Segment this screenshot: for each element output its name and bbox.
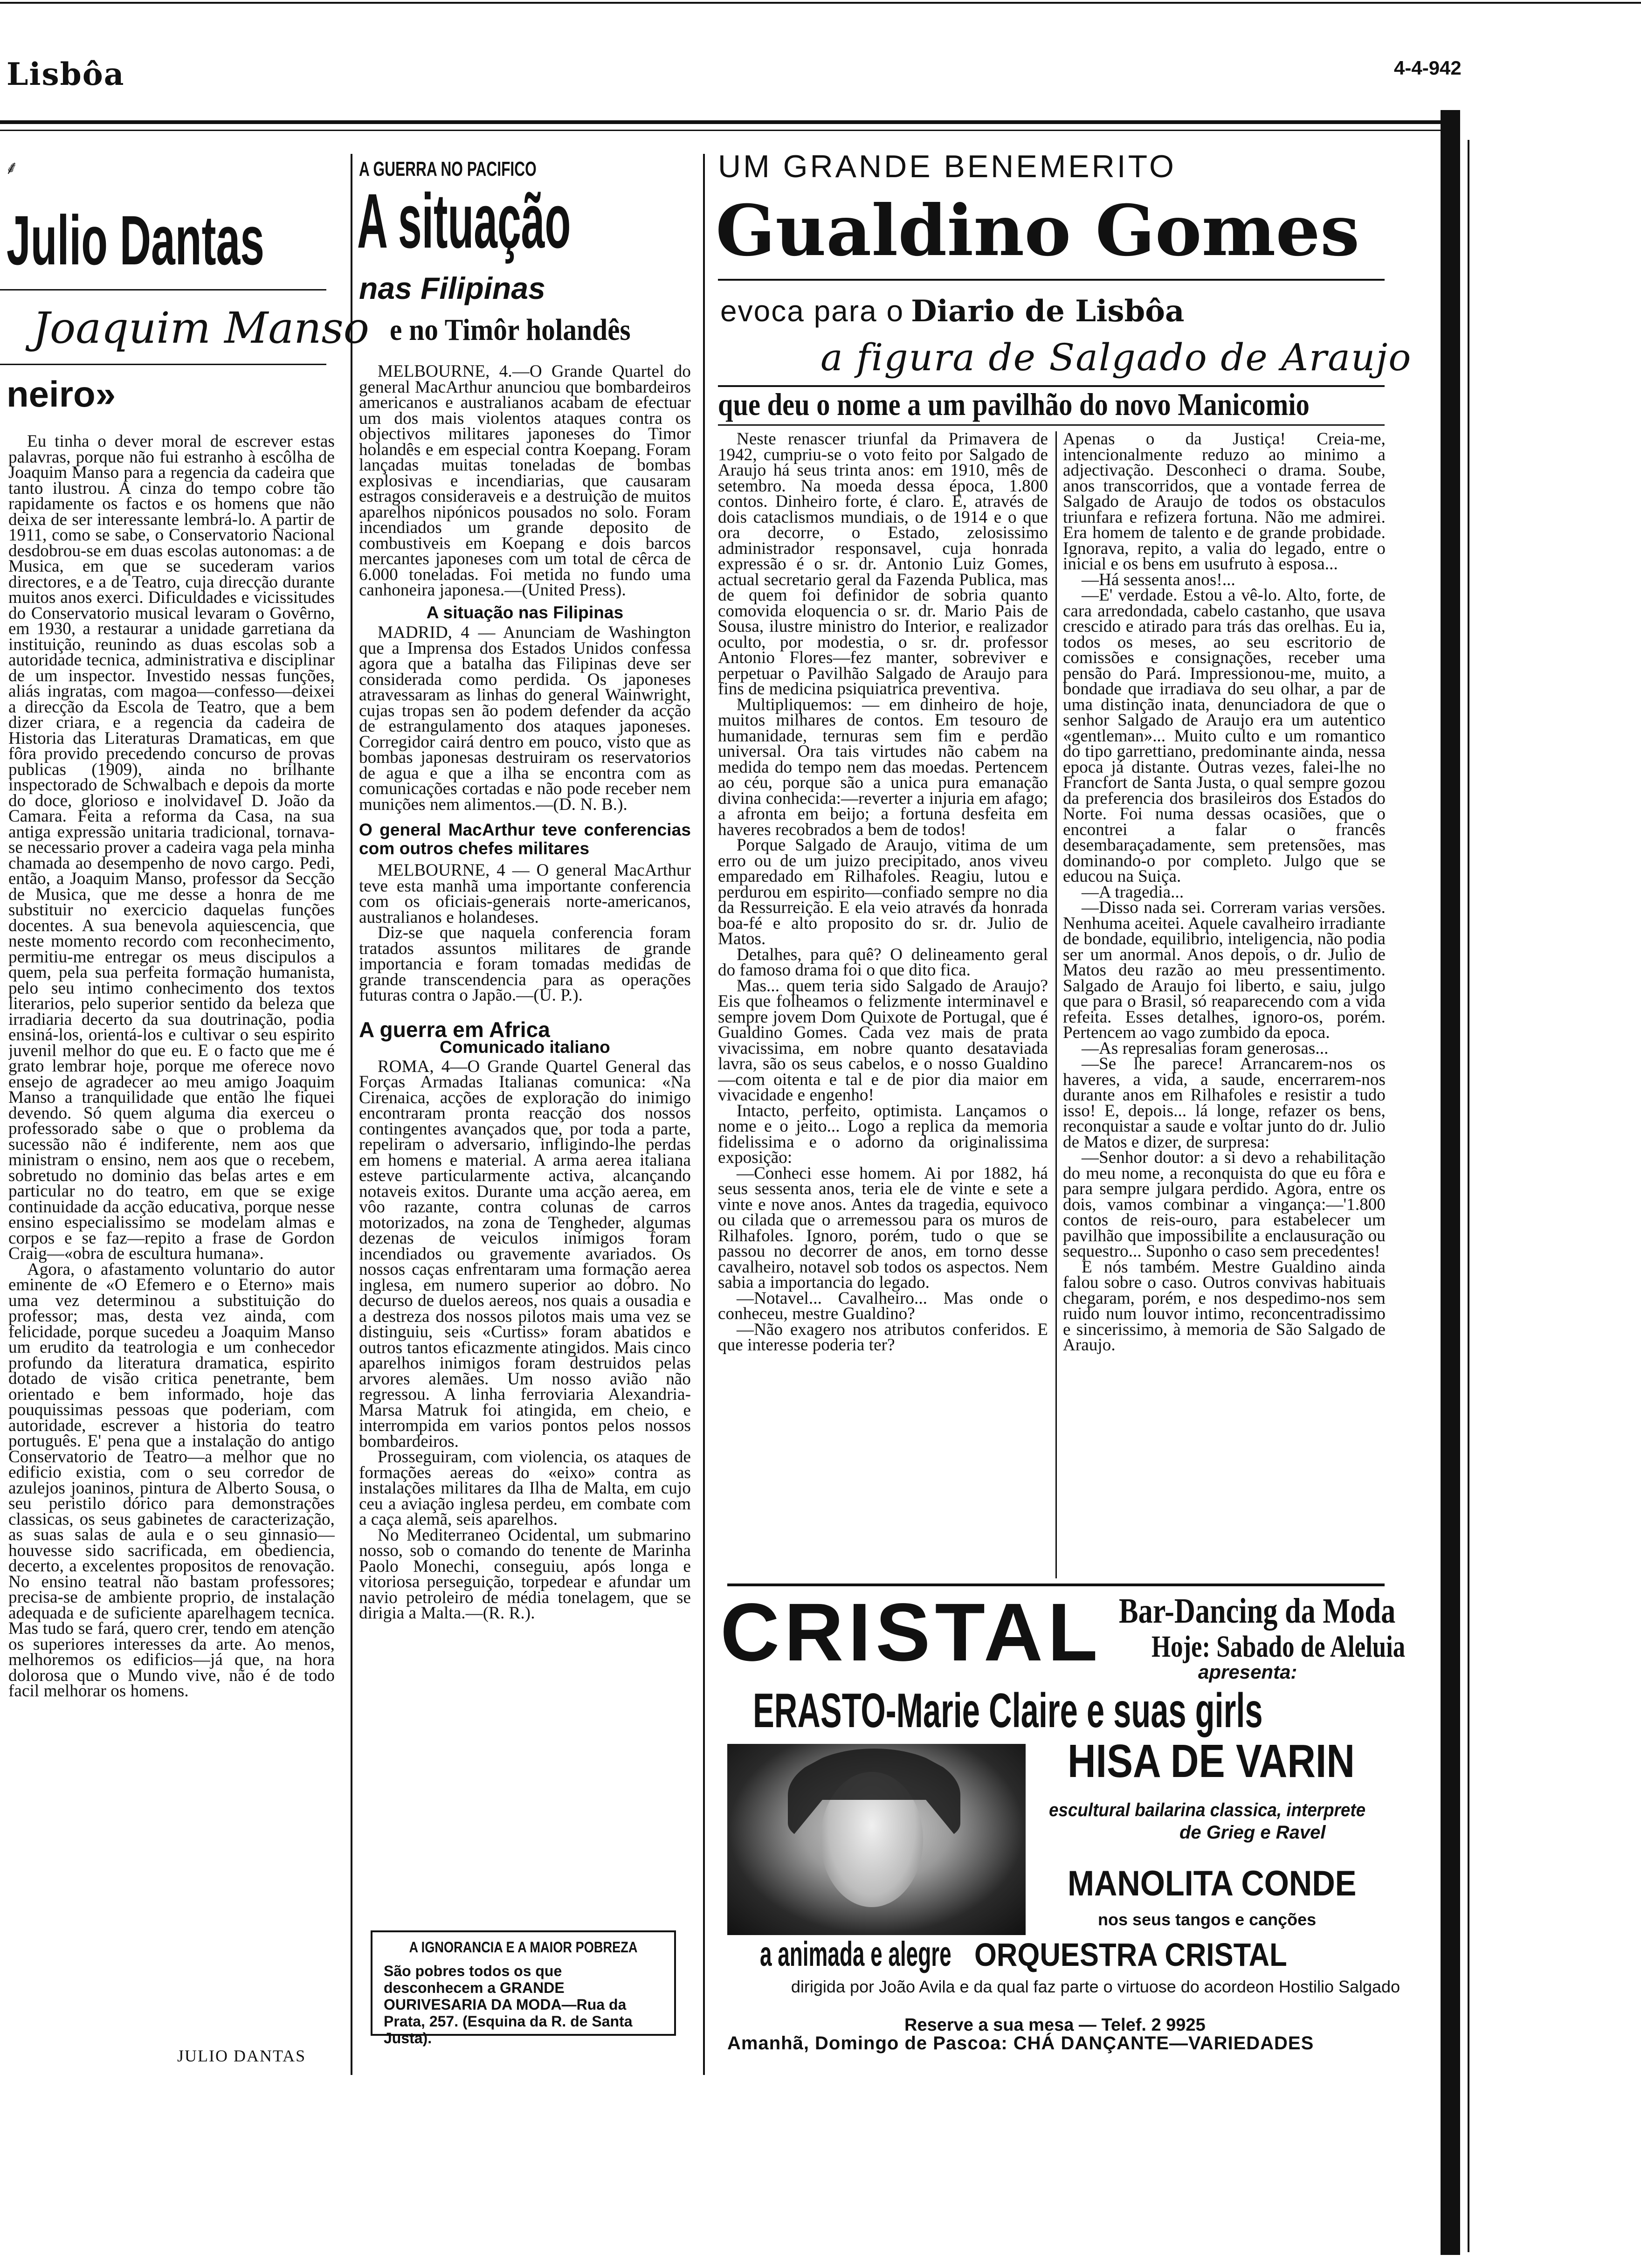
ad-cristal-logo: CRISTAL	[720, 1587, 1103, 1678]
right-border-bar	[1441, 110, 1460, 2255]
masthead-date: 4-4-942	[1394, 57, 1462, 79]
col2-ad-box	[371, 1930, 676, 2047]
col3-right-paragraph: —A tragedia...	[1082, 882, 1184, 902]
ad-orchestra-name: ORQUESTRA CRISTAL	[974, 1936, 1287, 1973]
ad-tagline-1: Bar-Dancing da Moda	[1119, 1591, 1396, 1631]
col3-left-paragraph: Neste renascer triunfal da Primavera de 1942, cumpriu-se o voto feito por Salgado de Araujo há seus trinta anos: em 1910, mês de setembro. Na moeda dessa época, 1.800 contos. Dinheiro forte, é claro. E, através de dois cataclismos mundiais, o de 1914 e o que ora decorre, o Estado, zelosissimo administrador responsavel, cuja honrada expressão é o sr. dr. Antonio Luiz Gomes, actual secretario geral da Fazenda Publica, mas de quem foi definidor de sobria quanto comovida eloquencia o sr. dr. Mario Pais de Sousa, ilustre ministro do Interior, e realizador oculto, por modestia, o sr. dr. professor Antonio Flores—fez manter, sobreviver e perpetuar o Pavilhão Salgado de Araujo para fins de medicina psiquiatrica preventiva.	[718, 431, 1048, 698]
col3-right-paragraph: —E' verdade. Estou a vê-lo. Alto, forte, de cara arredondada, cabelo castanho, que usava crescido e atirado para trás das orelhas. Eu ia, todos os meses, ao seu escritorio de comissões e consignações, receber uma pensão do Pará. Impressionou-me, muito, a bondade que irradiava do seu olhar, a par de uma distinção inata, denunciadora de que o senhor Salgado de Araujo era um autentico «gentleman»... Muito culto e um romantico do tipo garrettiano, predominante ainda, nessa epoca já distante. Outras vezes, falei-lhe no Francfort de Santa Justa, o qual sempre gozou da preferencia dos brasileiros dos Estados do Norte. Foi numa dessas ocasiões, que o encontrei a falar o francês desembaraçadamente, sem pretensões, mas dominando-o por completo. Julgo que se educou na Suiça.	[1063, 586, 1386, 886]
col2-ad-box-title: A IGNORANCIA E A MAIOR POBREZA	[409, 1939, 638, 1956]
col3-right-paragraph: —Disso nada sei. Correram varias versões. Nenhuma aceitei. Aquele cavalheiro irradiante de bondade, equilibrio, inteligencia, não podia ser um anormal. Anos depois, o dr. Julio de Matos deu razão ao meu pressentimento. Salgado de Araujo foi liberto, e saiu, julgo que para o Brasil, só reaparecendo com a vida refeita. Esses detalhes, ignoro-os, porém. Pertencem ao vago zumbido da epoca.	[1063, 898, 1386, 1042]
col1-paragraph: Eu tinha o dever moral de escrever estas palavras, porque não fui estranho à escôlha de Joaquim Manso para a regencia da cadeira que tanto ilustrou. A cinza do tempo cobre tão rapidamente os factos e os homens que não deixa de ser interessante lembrá-lo. A partir de 1911, como se sabe, o Conservatorio Nacional desdobrou-se em duas escolas autonomas: a de Musica, em que se sucederam varios directores, e a de Teatro, cuja direcção durante muitos anos exerci. Dificuldades e vicissitudes do Conservatorio musical levaram o Govêrno, em 1930, a restaurar a unidade garretiana da instituição, reunindo as duas escolas sob a autoridade tecnica, administrativa e disciplinar de um inspector. Investido nessas funções, aliás ingratas, com magoa—confesso—deixei a direcção da Escola de Teatro, que a bem dizer criara, e a regencia da cadeira de Historia das Literaturas Dramaticas, em que fôra provido precedendo concurso de provas publicas (1909), ainda no brilhante inspectorado de Schwalbach e depois da morte do doce, glorioso e inolvidavel D. João da Camara. Feita a reforma da Casa, na sua antiga expressão unitaria tradicional, tornava-se necessario prover a cadeira vaga pela minha chamada ao desempenho de novo cargo. Pedi, então, a Joaquim Manso, professor da Secção de Musica, que me desse a honra de me substituir no exercicio daquelas funções docentes. A sua benevola aquiescencia, que neste momento recordo com reconhecimento, permitiu-me entregar os meus discipulos a quem, pela sua perfeita formação humanista, pelo seu intimo conhecimento dos textos literarios, pelo superior sentido da beleza que irradiaria decerto da sua doutrinação, podia ensiná-los, orientá-los e cultivar o seu espirito juvenil melhor do que eu. E o facto que me é grato lembrar hoje, porque me oferece novo ensejo de agradecer ao meu amigo Joaquim Manso a tranquilidade que então lhe fiquei devendo. Só quem alguma dia exerceu o professorado sabe o que o problema da sucessão não é indiferente, nem aos que ministram o ensino, nem aos que o recebem, sobretudo no dominio das belas artes e em particular no do teatro, em que se exige continuidade da acção educativa, porque nesse ensino especialissimo se modelam almas e corpos e se faz—repito a frase de Gordon Craig—«obra de escultura humana».	[8, 434, 335, 1263]
col1-rule-b	[0, 364, 326, 365]
ad-act-3: MANOLITA CONDE	[1068, 1864, 1357, 1903]
col2-dispatch-3b: Diz-se que naquela conferencia foram tratados assuntos militares de grande importancia e foram tomadas medidas de grande transcendencia para as operações futuras contra o Japão.—(U. P.).	[359, 923, 691, 1005]
ad-sunday: Amanhã, Domingo de Pascoa: CHÁ DANÇANTE—VARIEDADES	[727, 2033, 1314, 2054]
col3-inner-rule	[1055, 431, 1057, 1578]
col2-dispatch-4c: No Mediterraneo Ocidental, um submarino nosso, sob o comando do tenente de Marinha Paolo Monechi, conseguiu, após longa e vitoriosa perseguição, torpedear e afundar um navio petroleiro de média tonelagem, que se dirigia a Malta.—(R. R.).	[359, 1525, 691, 1623]
col2-head-4: A guerra em Africa	[359, 1017, 550, 1042]
ad-act-3-desc: nos seus tangos e canções	[1098, 1910, 1317, 1929]
col3-evoca-text: evoca para o	[720, 294, 904, 328]
col3-left-paragraph: —Notavel... Cavalheiro... Mas onde o conheceu, mestre Gualdino?	[718, 1288, 1048, 1323]
ad-act-2: HISA DE VARIN	[1068, 1735, 1355, 1787]
col3-subtitle: a figura de Salgado de Araujo	[820, 336, 1412, 379]
column-rule-1	[351, 154, 352, 2075]
col3-left-body	[718, 431, 1048, 1578]
column-rule-2	[703, 154, 705, 2075]
col3-rule-a	[718, 279, 1385, 281]
col2-sub1: nas Filipinas	[359, 271, 545, 305]
top-rule	[0, 2, 1641, 4]
col2-dispatch-2: MADRID, 4 — Anunciam de Washington que a Imprensa dos Estados Unidos confessa agora que a batalha das Filipinas deve ser considerada como perdida. Os japoneses atravessaram as linhas do general Wainwright, cujas tropas sen ão podem defender da acção de estrangulamento dos ataques japoneses. Corregidor cairá dentro em pouco, visto que as bombas japonesas destruiram os reservatorios de agua e que a ilha se encontra com as comunicações cortadas e não pode receber nem munições nem alimentos.—(D. N. B.).	[359, 623, 691, 814]
ad-tagline-2: Hoje: Sabado de Aleluia	[1151, 1630, 1406, 1664]
masthead-rule-1	[0, 120, 1445, 124]
col1-paragraph: Agora, o afastamento voluntario do autor eminente de «O Efemero e o Eterno» mais uma vez determinou a substituição do professor; mas, desta vez ainda, com felicidade, porque sucedeu a Joaquim Manso um erudito da teatrologia e um conhecedor profundo da literatura dramatica, espirito dotado de visão critica penetrante, bem orientado e bem informado, hoje das pouquissimas pessoas que poderiam, com autoridade, escrever a historia do teatro português. E' pena que a instalação do antigo Conservatorio de Teatro—a melhor que no edificio existia, com o seu corredor de azulejos joaninos, pintura de Alberto Sousa, o seu peristilo dórico para demonstrações classicas, os seus gabinetes de caracterização, as suas salas de aula e o seu ginnasio—houvesse sido sacrificada, em obediencia, decerto, a excelentes propositos de renovação. No ensino teatral não bastam professores; precisa-se de ambiente proprio, de instalação adequada e de suficiente aparelhagem tecnica. Mas tudo se fará, quero crer, tendo em atenção os superiores interesses da arte. Ao menos, melhoremos os edificios—já que, na hora dolorosa que o Mundo vive, não é de todo facil melhorar os homens.	[8, 1259, 335, 1701]
col3-evoca	[720, 294, 1184, 329]
ad-act-2-desc-1: escultural bailarina classica, interprete	[1049, 1800, 1366, 1820]
col3-right-paragraph: —Se lhe parece! Arrancarem-nos os haveres, a vida, a saude, encerrarem-nos durante anos em Rilhafoles e resistir a tudo isso! E, depois... lá longe, refazer os bens, reconquistar a saude e voltar junto do dr. Julio de Matos e dizer, de surpresa:	[1063, 1054, 1386, 1152]
col2-title: A situação	[357, 178, 571, 264]
col2-head-4-sub: Comunicado italiano	[440, 1037, 610, 1057]
col3-left-paragraph: Multipliquemos: — em dinheiro de hoje, muitos milhares de contos. Em tesouro de humanidade, ternuras sem fim e perdão universal. Ora tais virtudes não cabem na medida do tempo nem das moedas. Pertencem ao céu, porque são a unica pura emanação divina conhecida:—reverter a injuria em afago; a afronta em beijo; a fortuna desfeita em haveres recobrados a bem de todos!	[718, 695, 1048, 839]
ad-orchestra-pre: a animada e alegre	[760, 1935, 952, 1973]
ad-orchestra-line	[760, 1934, 1287, 1974]
col3-left-paragraph: —Não exagero nos atributos conferidos. E que interesse poderia ter?	[718, 1320, 1048, 1355]
col3-title: Gualdino Gomes	[716, 190, 1360, 272]
col1-ornament: ⸙	[5, 157, 19, 179]
col3-left-paragraph: Porque Salgado de Araujo, vitima de um erro ou de um juizo precipitado, anos viveu emparedado em Rilhafoles. Reagiu, lutou e perdurou em espirito—confiado sempre no dia da Ressurreição. E ela veio através da honrada boa-fé e alto proposito do sr. dr. Julio de Matos.	[718, 836, 1048, 948]
col3-left-paragraph: Detalhes, para quê? O delineamento geral do famoso drama foi o que dito fica.	[718, 945, 1048, 980]
col3-deck: que deu o nome a um pavilhão do novo Manicomio	[718, 387, 1310, 422]
ad-act-1: ERASTO-Marie Claire e suas girls	[753, 1684, 1263, 1738]
col3-paper-name: Diario de Lisbôa	[911, 294, 1185, 329]
col2-dispatch-4: ROMA, 4—O Grande Quartel General das Forças Armadas Italianas comunica: «Na Cirenaica, acções de exploração do inimigo encontraram pronta reacção dos nossos contingentes avançados que, por toda a parte, repeliram o adversario, infligindo-lhe perdas em homens e material. A arma aerea italiana esteve particularmente activa, alcançando notaveis exitos. Durante uma acção aerea, em vôo razante, contra colunas de carros motorizados, na zona de Tengheder, algumas dezenas de veiculos inimigos foram incendiados ou gravemente avariados. Os nossos caças enfrentaram uma formação aerea inglesa, em numero superior ao dobro. No decurso de duelos aereos, nos quais a ousadia e a destreza dos nossos pilotos mais uma vez se distinguiu, seis «Curtiss» foram abatidos e outros tantos eficazmente atingidos. Mais cinco aparelhos inimigos foram destruidos pelas arvores alemães. Um nosso avião não regressou. A linha ferroviaria Alexandria-Marsa Matruk foi atingida, em cheio, e interrompida em varios pontos pelos nossos bombardeiros.	[359, 1057, 691, 1451]
ad-act-2-desc-2: de Grieg e Ravel	[1179, 1822, 1326, 1843]
col3-right-body	[1063, 431, 1386, 1578]
col1-byline: Joaquim Manso	[33, 303, 370, 353]
col3-left-paragraph: Intacto, perfeito, optimista. Lançamos o nome e o jeito... Logo a replica da memoria fidelissima e o adorno da originalissima exposição:	[718, 1101, 1048, 1167]
col2-dispatch-4b: Prosseguiram, com violencia, os ataques de formações aereas do «eixo» contra as instalações militares da Ilha de Malta, em cujo ceu a aviação inglesa perdeu, em combate com a caça alemã, seis aparelhos.	[359, 1447, 691, 1529]
col3-left-paragraph: —Conheci esse homem. Ai por 1882, há seus sessenta anos, teria ele de vinte e sete a vinte e nove anos. Antes da tragedia, equivoco ou cilada que o arremessou para os muros de Rilhafoles. Ignoro, porém, tudo o que se passou no decorrer de anos, em torno desse cavalheiro, notavel sob todos os aspectos. Nem sabia a importancia do legado.	[718, 1163, 1048, 1292]
col3-right-paragraph: E nós também. Mestre Gualdino ainda falou sobre o caso. Outros convivas habituais chegaram, porém, e nos despedimo-nos sem ruido num louvor intimo, reconcentradissimo e sincerissimo, à memoria de São Salgado de Araujo.	[1063, 1257, 1386, 1355]
col2-dispatch-3: MELBOURNE, 4 — O general MacArthur teve esta manhã uma importante conferencia com os oficiais-generais norte-americanos, australianos e holandeses.	[359, 861, 691, 927]
col3-right-paragraph: —As represalias foram generosas...	[1082, 1038, 1329, 1058]
col2-ad-box-text: São pobres todos os que desconhecem a GRANDE OURIVESARIA DA MODA—Rua da Prata, 257. (Esquina da R. de Santa Justa).	[384, 1963, 633, 2047]
col3-right-paragraph: —Senhor doutor: a si devo a rehabilitação do meu nome, a reconquista do que eu fôra e para sempre julgara perdido. Agora, entre os dois, vamos combinar a vingança:—'1.800 contos de reis-ouro, para estabelecer um pavilhão que impossibilite a enclausuração ou sequestro... Suponho o caso sem precedentes!	[1063, 1148, 1386, 1261]
col2-head-2: A situação nas Filipinas	[426, 602, 624, 622]
masthead-title: Lisbôa	[7, 56, 125, 92]
ad-dancer-photo	[727, 1744, 1026, 1935]
masthead-rule-2	[0, 130, 1445, 131]
col3-rule-c	[718, 424, 1385, 426]
col1-body	[8, 434, 335, 2047]
ad-tagline-3: apresenta:	[1198, 1661, 1297, 1683]
col2-dispatch-1: MELBOURNE, 4.—O Grande Quartel do general MacArthur anunciou que bombardeiros americanos e australianos acabam de efectuar um dos mais violentos ataques contra os objectivos militares japoneses do Timor holandês e em especial contra Koepang. Foram lançadas muitas toneladas de bombas explosivas e incendiarias, que causaram estragos consideraveis e a destruição de muitos aparelhos nipónicos pousados no solo. Foram incendiados um grande deposito de combustiveis em Koepang e dois barcos mercantes japoneses com um total de cêrca de 6.000 toneladas. Foi metida no fundo uma canhoneira japonesa.—(United Press).	[359, 364, 691, 600]
col2-head-3: O general MacArthur teve conferencias com outros chefes militares	[359, 820, 691, 858]
col2-sub2: e no Timôr holandês	[390, 313, 631, 347]
col3-left-paragraph: Mas... quem teria sido Salgado de Araujo? Eis que folheamos o felizmente interminavel e sempre jovem Dom Quixote de Portugal, que é Gualdino Gomes. Cada vez mais de prata vivacissima, em nobre quanto desataviada lavra, são os seus cabelos, e o nosso Gualdino—com oitenta e tal e de pior dia maior em vivacidade e engenho!	[718, 976, 1048, 1105]
col2-body	[359, 364, 691, 1921]
col3-right-paragraph: —Há sessenta anos!...	[1082, 570, 1235, 589]
ad-orchestra-desc: dirigida por João Avila e da qual faz parte o virtuose do acordeon Hostilio Salgado	[791, 1977, 1400, 1996]
col1-signature: JULIO DANTAS	[177, 2047, 306, 2065]
col1-title: Julio Dantas	[7, 201, 264, 279]
right-border-thin	[1468, 140, 1469, 2252]
col2-kicker: A GUERRA NO PACIFICO	[359, 158, 537, 180]
col1-rule-a	[0, 289, 326, 290]
col1-subhead: neiro»	[7, 373, 116, 415]
ad-reserve: Reserve a sua mesa — Telef. 2 9925	[904, 2015, 1206, 2035]
col3-right-paragraph: Apenas o da Justiça! Creia-me, intencionalmente reduzo ao minimo a adjectivação. Desconheci o drama. Soube, anos transcorridos, que a vontade ferrea de Salgado de Araujo de todos os obstaculos triunfara e refizera fortuna. Não me admirei. Era homem de talento e de grande probidade. Ignorava, repito, a valia do legado, entre o inicial e os bens em usufruto à esposa...	[1063, 431, 1386, 574]
col3-kicker: UM GRANDE BENEMERITO	[718, 149, 1176, 184]
